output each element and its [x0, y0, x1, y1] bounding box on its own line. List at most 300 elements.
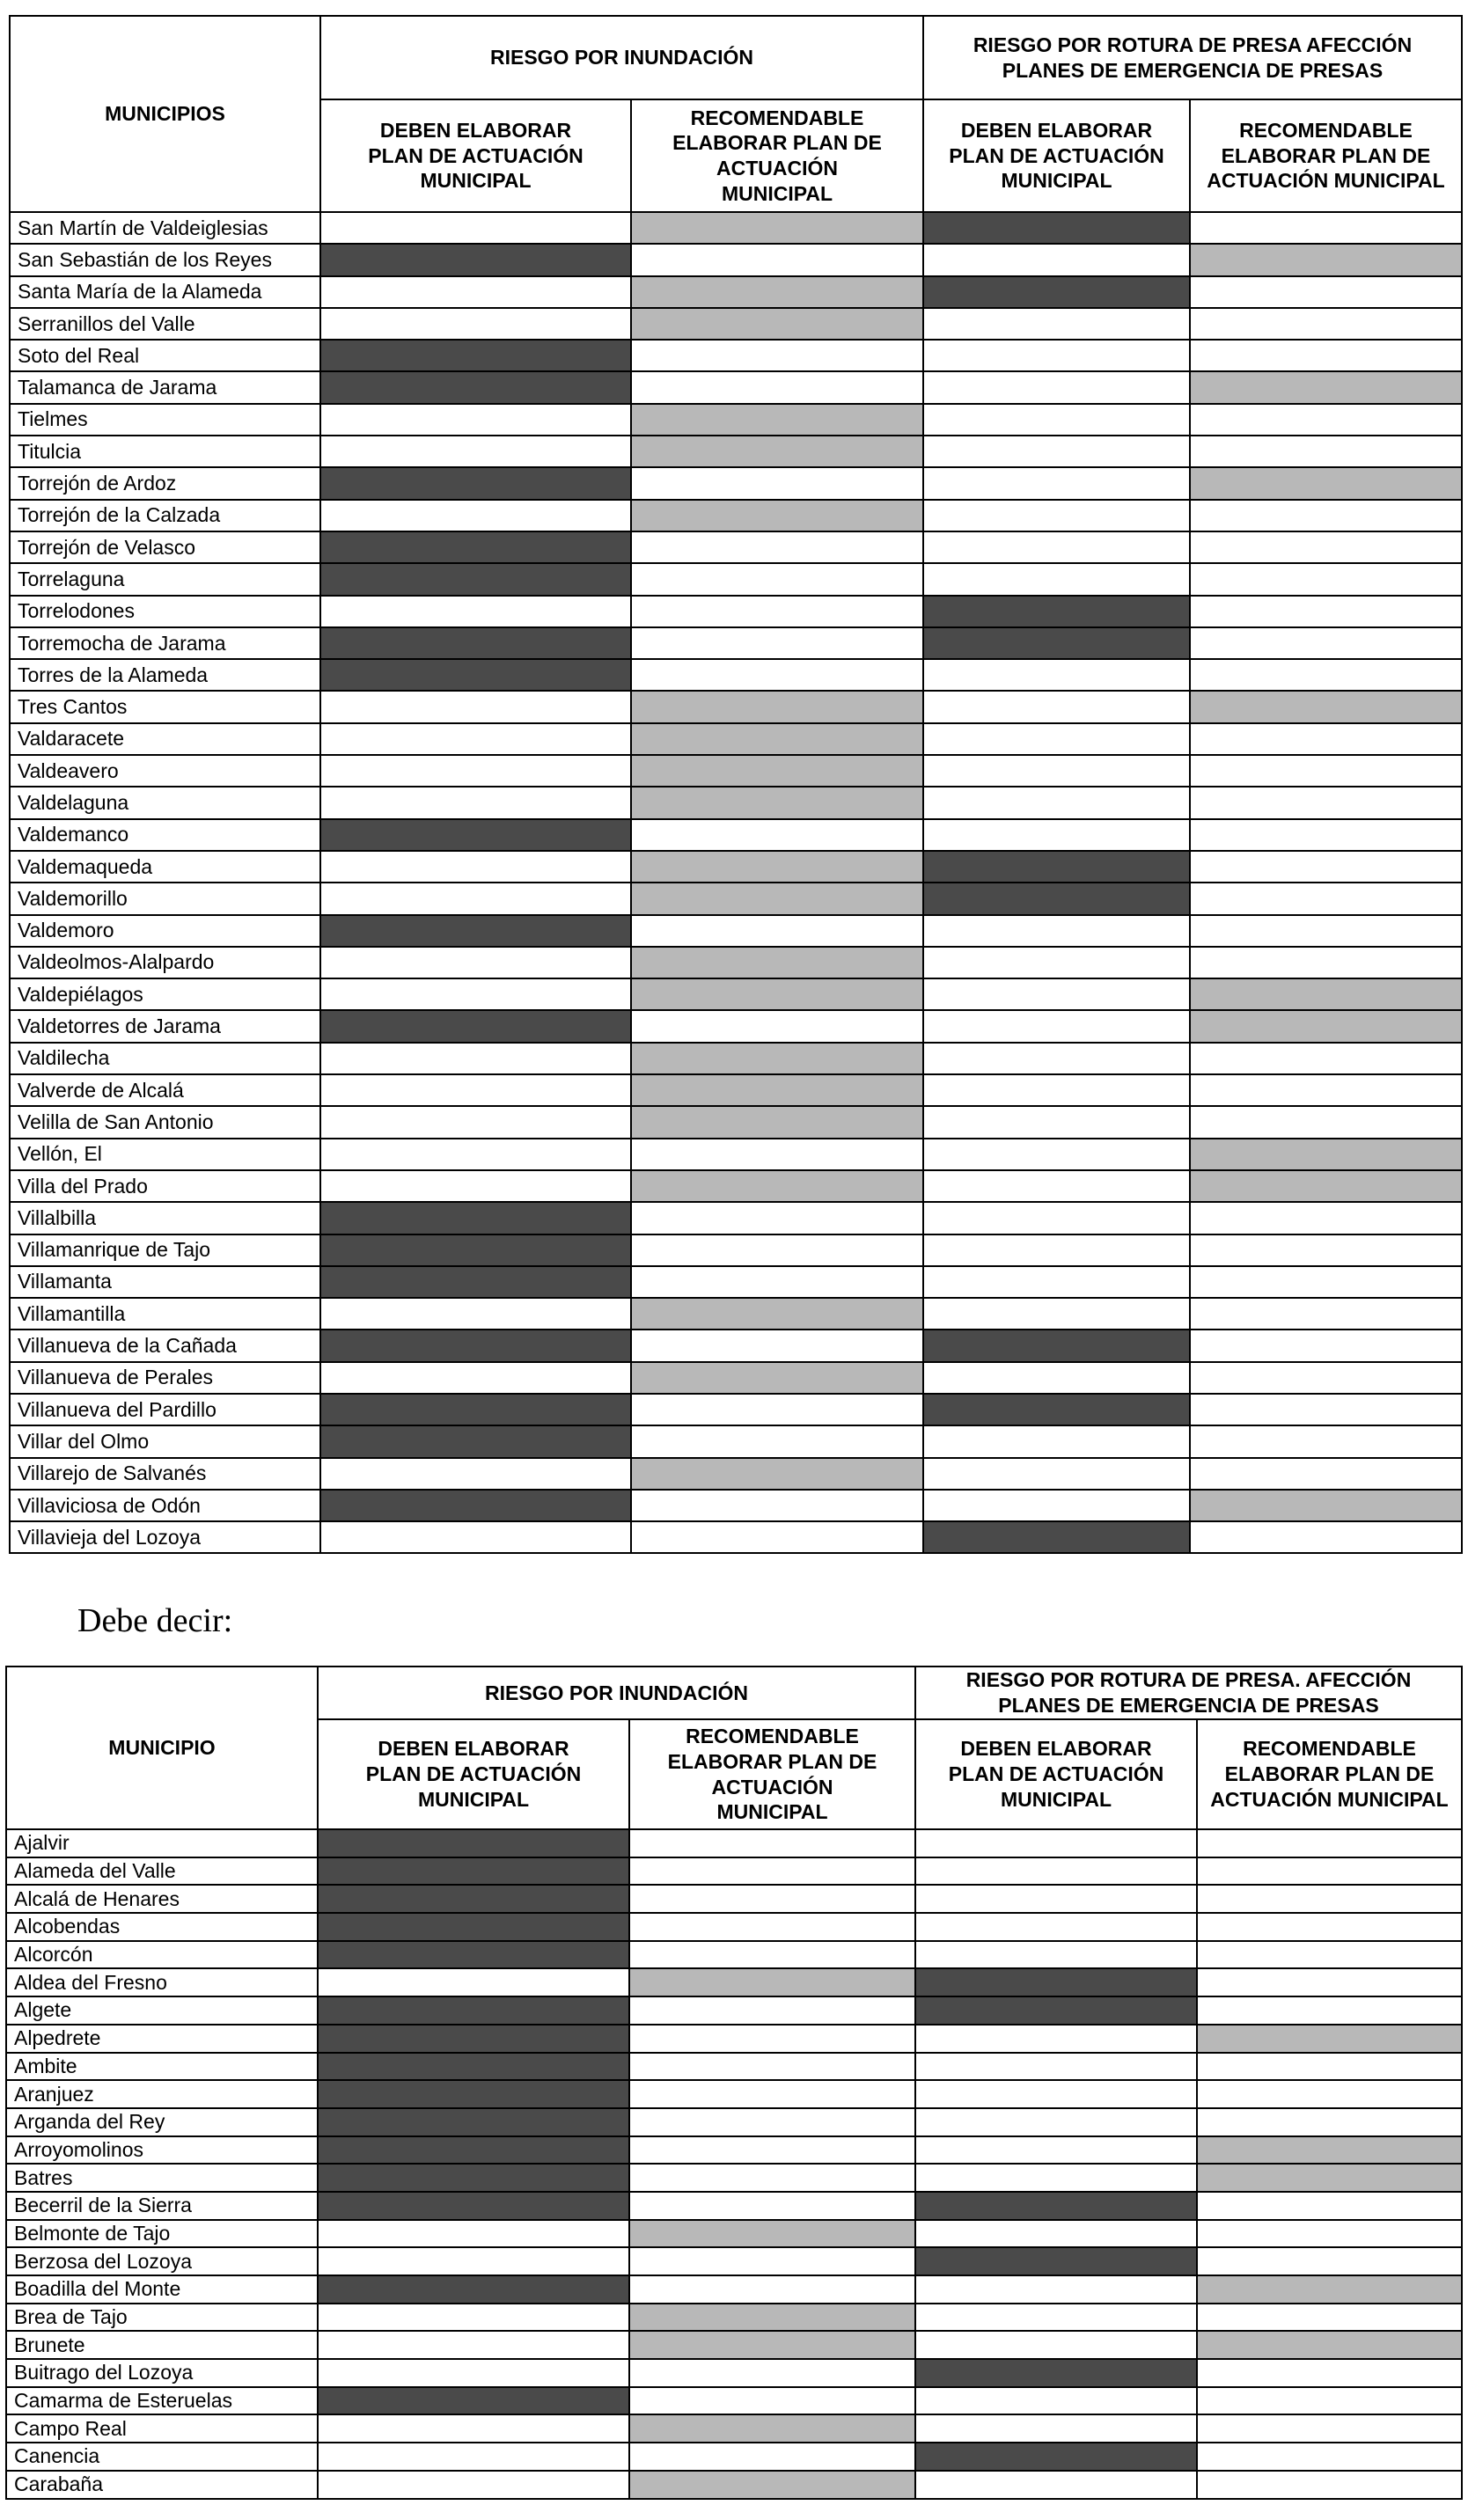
risk-cell	[320, 1521, 631, 1553]
municipio-name: Velilla de San Antonio	[10, 1106, 320, 1138]
risk-cell	[631, 1139, 923, 1170]
risk-cell	[915, 2025, 1197, 2053]
municipio-name: Berzosa del Lozoya	[6, 2247, 318, 2275]
municipio-name: Campo Real	[6, 2414, 318, 2443]
risk-cell	[923, 1394, 1190, 1425]
risk-cell	[1197, 1941, 1462, 1969]
risk-cell	[1197, 2080, 1462, 2108]
municipio-name: Alcobendas	[6, 1913, 318, 1941]
risk-cell	[318, 1857, 629, 1886]
table-row	[6, 2053, 1462, 2081]
risk-cell	[915, 2053, 1197, 2081]
municipio-name: San Martín de Valdeiglesias	[10, 212, 320, 244]
risk-cell	[318, 1996, 629, 2025]
risk-cell	[631, 755, 923, 787]
risk-cell	[631, 276, 923, 308]
table-row	[6, 2247, 1462, 2275]
risk-cell	[1197, 1968, 1462, 1996]
risk-cell	[318, 2414, 629, 2443]
risk-cell	[318, 2108, 629, 2136]
risk-cell	[629, 2164, 915, 2192]
risk-cell	[1190, 787, 1462, 818]
risk-cell	[320, 1074, 631, 1106]
table-row	[6, 2080, 1462, 2108]
table2-body	[6, 1829, 1462, 2499]
risk-cell	[1190, 276, 1462, 308]
header-deben-elaborar-presa: DEBEN ELABORAR PLAN DE ACTUACIÓN MUNICIPAL	[923, 99, 1190, 212]
municipio-name: Valdetorres de Jarama	[10, 1010, 320, 1042]
municipio-name: Torrejón de la Calzada	[10, 500, 320, 531]
risk-cell	[923, 596, 1190, 627]
risk-cell	[629, 2443, 915, 2471]
risk-cell	[320, 308, 631, 340]
table-row	[10, 244, 1462, 275]
risk-cell	[629, 1968, 915, 1996]
risk-cell	[1190, 371, 1462, 403]
table-row	[10, 1170, 1462, 1202]
municipio-name: Boadilla del Monte	[6, 2275, 318, 2304]
risk-cell	[923, 1490, 1190, 1521]
table-row	[10, 404, 1462, 436]
risk-cell	[1190, 755, 1462, 787]
risk-cell	[320, 755, 631, 787]
risk-cell	[1190, 1298, 1462, 1330]
header-riesgo-rotura-presa: RIESGO POR ROTURA DE PRESA AFECCIÓN PLANES DE EMERGENCIA DE PRESAS	[923, 16, 1462, 99]
risk-cell	[1190, 1234, 1462, 1266]
table-row	[10, 212, 1462, 244]
table-row	[6, 1968, 1462, 1996]
risk-cell	[1197, 2164, 1462, 2192]
risk-cell	[629, 2359, 915, 2387]
risk-cell	[320, 276, 631, 308]
risk-cell	[1190, 308, 1462, 340]
table-row	[10, 1106, 1462, 1138]
risk-cell	[1197, 2053, 1462, 2081]
risk-cell	[1197, 2414, 1462, 2443]
municipio-name: Valdemorillo	[10, 883, 320, 914]
table-row	[6, 2331, 1462, 2359]
risk-cell	[1197, 2025, 1462, 2053]
risk-cell	[320, 1202, 631, 1234]
municipio-name: Vellón, El	[10, 1139, 320, 1170]
risk-cell	[318, 2053, 629, 2081]
risk-cell	[320, 883, 631, 914]
risk-cell	[320, 371, 631, 403]
table-row	[6, 2443, 1462, 2471]
risk-cell	[320, 659, 631, 691]
risk-cell	[631, 819, 923, 851]
header-riesgo-inundacion: RIESGO POR INUNDACIÓN	[318, 1667, 915, 1719]
municipio-name: Becerril de la Sierra	[6, 2192, 318, 2220]
municipio-name: Alpedrete	[6, 2025, 318, 2053]
risk-cell	[1190, 1106, 1462, 1138]
risk-cell	[631, 1234, 923, 1266]
municipio-name: Santa María de la Alameda	[10, 276, 320, 308]
risk-cell	[923, 1106, 1190, 1138]
risk-cell	[1197, 1857, 1462, 1886]
risk-cell	[915, 2359, 1197, 2387]
risk-cell	[1197, 2331, 1462, 2359]
municipio-name: San Sebastián de los Reyes	[10, 244, 320, 275]
municipio-name: Valdemaqueda	[10, 851, 320, 883]
risk-cell	[1190, 531, 1462, 563]
table-row	[10, 1139, 1462, 1170]
table-row	[10, 1043, 1462, 1074]
municipio-name: Valdemoro	[10, 915, 320, 947]
municipio-name: Valdelaguna	[10, 787, 320, 818]
table-row	[10, 1490, 1462, 1521]
risk-cell	[923, 1139, 1190, 1170]
risk-cell	[631, 500, 923, 531]
risk-cell	[1190, 819, 1462, 851]
municipio-name: Soto del Real	[10, 340, 320, 371]
risk-cell	[631, 1266, 923, 1298]
table-row	[6, 2414, 1462, 2443]
risk-cell	[923, 978, 1190, 1010]
risk-cell	[631, 691, 923, 722]
municipio-name: Villalbilla	[10, 1202, 320, 1234]
risk-cell	[629, 2471, 915, 2499]
risk-cell	[1190, 1425, 1462, 1457]
risk-cell	[320, 563, 631, 595]
municipio-name: Arganda del Rey	[6, 2108, 318, 2136]
risk-cell	[1190, 691, 1462, 722]
risk-cell	[1190, 1010, 1462, 1042]
risk-cell	[320, 1043, 631, 1074]
risk-cell	[629, 2220, 915, 2248]
risk-cell	[320, 947, 631, 978]
header-riesgo-inundacion: RIESGO POR INUNDACIÓN	[320, 16, 923, 99]
risk-cell	[923, 915, 1190, 947]
risk-cell	[631, 978, 923, 1010]
risk-cell	[915, 2471, 1197, 2499]
risk-cell	[915, 2136, 1197, 2165]
risk-cell	[1197, 1913, 1462, 1941]
table-row	[6, 2192, 1462, 2220]
municipio-name: Canencia	[6, 2443, 318, 2471]
table-row	[10, 1298, 1462, 1330]
risk-cell	[1190, 978, 1462, 1010]
municipio-name: Villar del Olmo	[10, 1425, 320, 1457]
risk-cell	[631, 404, 923, 436]
table-row	[10, 1234, 1462, 1266]
municipio-name: Aldea del Fresno	[6, 1968, 318, 1996]
risk-cell	[318, 1941, 629, 1969]
table-row	[10, 1074, 1462, 1106]
table-row	[6, 2164, 1462, 2192]
risk-cell	[631, 308, 923, 340]
risk-cell	[1197, 1996, 1462, 2025]
municipio-name: Valdeolmos-Alalpardo	[10, 947, 320, 978]
risk-cell	[1197, 2136, 1462, 2165]
table-row	[6, 1996, 1462, 2025]
risk-cell	[631, 1362, 923, 1394]
risk-cell	[629, 2053, 915, 2081]
risk-cell	[923, 1425, 1190, 1457]
risk-cell	[1190, 627, 1462, 659]
table-row	[6, 2108, 1462, 2136]
table-row	[10, 1521, 1462, 1553]
risk-cell	[629, 2414, 915, 2443]
risk-cell	[320, 1425, 631, 1457]
municipio-name: Buitrago del Lozoya	[6, 2359, 318, 2387]
risk-cell	[318, 2192, 629, 2220]
risk-cell	[629, 2136, 915, 2165]
municipio-name: Alcorcón	[6, 1941, 318, 1969]
risk-cell	[1190, 851, 1462, 883]
risk-cell	[1190, 915, 1462, 947]
table-row	[10, 1362, 1462, 1394]
table-row	[6, 2275, 1462, 2304]
risk-cell	[1190, 596, 1462, 627]
risk-cell	[629, 2108, 915, 2136]
risk-cell	[320, 1139, 631, 1170]
risk-cell	[915, 1857, 1197, 1886]
risk-cell	[320, 1170, 631, 1202]
risk-cell	[1190, 1394, 1462, 1425]
municipio-name: Ajalvir	[6, 1829, 318, 1857]
risk-cell	[923, 819, 1190, 851]
municipio-name: Torrelaguna	[10, 563, 320, 595]
risk-cell	[631, 1170, 923, 1202]
risk-cell	[320, 915, 631, 947]
risk-cell	[1190, 1266, 1462, 1298]
risk-cell	[923, 1521, 1190, 1553]
risk-cell	[631, 340, 923, 371]
risk-cell	[915, 1968, 1197, 1996]
municipios-table-original	[9, 15, 1463, 1554]
table-row	[6, 2304, 1462, 2332]
municipio-name: Torremocha de Jarama	[10, 627, 320, 659]
municipio-name: Serranillos del Valle	[10, 308, 320, 340]
risk-cell	[923, 467, 1190, 499]
risk-cell	[915, 2275, 1197, 2304]
municipio-name: Valdemanco	[10, 819, 320, 851]
risk-cell	[1190, 883, 1462, 914]
municipio-name: Villa del Prado	[10, 1170, 320, 1202]
risk-cell	[1197, 2471, 1462, 2499]
table-row	[10, 1010, 1462, 1042]
municipio-name: Villarejo de Salvanés	[10, 1458, 320, 1490]
risk-cell	[1190, 1043, 1462, 1074]
table-row	[6, 1829, 1462, 1857]
municipio-name: Aranjuez	[6, 2080, 318, 2108]
risk-cell	[320, 1010, 631, 1042]
risk-cell	[631, 436, 923, 467]
municipio-name: Villaviciosa de Odón	[10, 1490, 320, 1521]
risk-cell	[318, 2275, 629, 2304]
municipio-name: Villamanrique de Tajo	[10, 1234, 320, 1266]
risk-cell	[320, 244, 631, 275]
risk-cell	[915, 2247, 1197, 2275]
table-row	[10, 659, 1462, 691]
risk-cell	[915, 1913, 1197, 1941]
risk-cell	[923, 1074, 1190, 1106]
risk-cell	[631, 851, 923, 883]
table-row	[6, 1913, 1462, 1941]
risk-cell	[320, 1362, 631, 1394]
municipio-name: Arroyomolinos	[6, 2136, 318, 2165]
risk-cell	[320, 500, 631, 531]
risk-cell	[631, 563, 923, 595]
table-row	[10, 563, 1462, 595]
risk-cell	[923, 308, 1190, 340]
risk-cell	[318, 2304, 629, 2332]
risk-cell	[629, 1996, 915, 2025]
table-row	[10, 308, 1462, 340]
municipio-name: Algete	[6, 1996, 318, 2025]
table-row	[10, 1330, 1462, 1361]
risk-cell	[631, 1298, 923, 1330]
risk-cell	[318, 2331, 629, 2359]
risk-cell	[1190, 659, 1462, 691]
correction-note: Debe decir:	[77, 1602, 233, 1639]
header-riesgo-rotura-presa: RIESGO POR ROTURA DE PRESA. AFECCIÓN PLANES DE EMERGENCIA DE PRESAS	[915, 1667, 1462, 1719]
risk-cell	[318, 2025, 629, 2053]
risk-cell	[631, 467, 923, 499]
risk-cell	[320, 627, 631, 659]
municipio-name: Villanueva del Pardillo	[10, 1394, 320, 1425]
risk-cell	[318, 2164, 629, 2192]
risk-cell	[923, 244, 1190, 275]
risk-cell	[915, 1885, 1197, 1913]
risk-cell	[923, 1010, 1190, 1042]
risk-cell	[631, 371, 923, 403]
table-row	[10, 1458, 1462, 1490]
municipio-name: Torrejón de Velasco	[10, 531, 320, 563]
municipio-name: Valdepiélagos	[10, 978, 320, 1010]
risk-cell	[320, 531, 631, 563]
risk-cell	[320, 1266, 631, 1298]
risk-cell	[631, 1074, 923, 1106]
table-row	[6, 2387, 1462, 2415]
header-recomendable-presa: RECOMENDABLE ELABORAR PLAN DE ACTUACIÓN MUNICIPAL	[1197, 1719, 1462, 1829]
municipio-name: Camarma de Esteruelas	[6, 2387, 318, 2415]
risk-cell	[923, 947, 1190, 978]
table-row	[6, 1857, 1462, 1886]
municipio-name: Alcalá de Henares	[6, 1885, 318, 1913]
risk-cell	[631, 787, 923, 818]
risk-cell	[320, 467, 631, 499]
risk-cell	[915, 1829, 1197, 1857]
risk-cell	[320, 436, 631, 467]
risk-cell	[629, 2387, 915, 2415]
risk-cell	[915, 2331, 1197, 2359]
risk-cell	[1190, 244, 1462, 275]
risk-cell	[320, 787, 631, 818]
table-row	[10, 819, 1462, 851]
risk-cell	[923, 371, 1190, 403]
risk-cell	[1190, 1074, 1462, 1106]
risk-cell	[923, 627, 1190, 659]
municipio-name: Batres	[6, 2164, 318, 2192]
risk-cell	[320, 819, 631, 851]
risk-cell	[629, 1913, 915, 1941]
risk-cell	[631, 659, 923, 691]
risk-cell	[629, 2304, 915, 2332]
risk-cell	[1197, 2247, 1462, 2275]
table1-body	[10, 212, 1462, 1553]
risk-cell	[1190, 436, 1462, 467]
table-row	[6, 2471, 1462, 2499]
risk-cell	[631, 1521, 923, 1553]
risk-cell	[915, 2108, 1197, 2136]
municipio-name: Brea de Tajo	[6, 2304, 318, 2332]
municipio-name: Villanueva de la Cañada	[10, 1330, 320, 1361]
header-deben-elaborar-presa: DEBEN ELABORAR PLAN DE ACTUACIÓN MUNICIPAL	[915, 1719, 1197, 1829]
risk-cell	[923, 436, 1190, 467]
risk-cell	[923, 1362, 1190, 1394]
risk-cell	[1190, 467, 1462, 499]
municipio-name: Talamanca de Jarama	[10, 371, 320, 403]
table-row	[10, 915, 1462, 947]
risk-cell	[923, 723, 1190, 755]
table-row	[6, 1885, 1462, 1913]
table-row	[10, 500, 1462, 531]
header-municipio: MUNICIPIO	[6, 1667, 318, 1829]
risk-cell	[631, 723, 923, 755]
table-row	[10, 755, 1462, 787]
table-row	[10, 1266, 1462, 1298]
table-row	[10, 596, 1462, 627]
risk-cell	[631, 1043, 923, 1074]
municipio-name: Carabaña	[6, 2471, 318, 2499]
risk-cell	[1190, 1330, 1462, 1361]
table-row	[10, 787, 1462, 818]
municipio-name: Titulcia	[10, 436, 320, 467]
risk-cell	[923, 276, 1190, 308]
risk-cell	[320, 1394, 631, 1425]
risk-cell	[915, 2164, 1197, 2192]
risk-cell	[629, 2192, 915, 2220]
table-row	[10, 883, 1462, 914]
risk-cell	[629, 1941, 915, 1969]
risk-cell	[629, 1857, 915, 1886]
risk-cell	[1190, 404, 1462, 436]
risk-cell	[631, 531, 923, 563]
risk-cell	[318, 2471, 629, 2499]
risk-cell	[1190, 563, 1462, 595]
risk-cell	[320, 723, 631, 755]
risk-cell	[631, 1330, 923, 1361]
risk-cell	[629, 1885, 915, 1913]
risk-cell	[631, 947, 923, 978]
risk-cell	[318, 2247, 629, 2275]
municipios-table-corrected	[5, 1666, 1463, 2500]
risk-cell	[318, 1913, 629, 1941]
table-row	[10, 627, 1462, 659]
risk-cell	[631, 627, 923, 659]
risk-cell	[631, 1010, 923, 1042]
risk-cell	[629, 2080, 915, 2108]
risk-cell	[1197, 2220, 1462, 2248]
municipio-name: Ambite	[6, 2053, 318, 2081]
risk-cell	[1190, 1170, 1462, 1202]
risk-cell	[320, 1106, 631, 1138]
risk-cell	[1190, 1202, 1462, 1234]
table-row	[10, 723, 1462, 755]
table-row	[10, 436, 1462, 467]
table-row	[10, 276, 1462, 308]
table-row	[10, 947, 1462, 978]
header-deben-elaborar-inundacion: DEBEN ELABORAR PLAN DE ACTUACIÓN MUNICIPAL	[318, 1719, 629, 1829]
municipio-name: Valdilecha	[10, 1043, 320, 1074]
risk-cell	[923, 500, 1190, 531]
risk-cell	[923, 404, 1190, 436]
table-row	[6, 2136, 1462, 2165]
risk-cell	[320, 1330, 631, 1361]
risk-cell	[923, 851, 1190, 883]
